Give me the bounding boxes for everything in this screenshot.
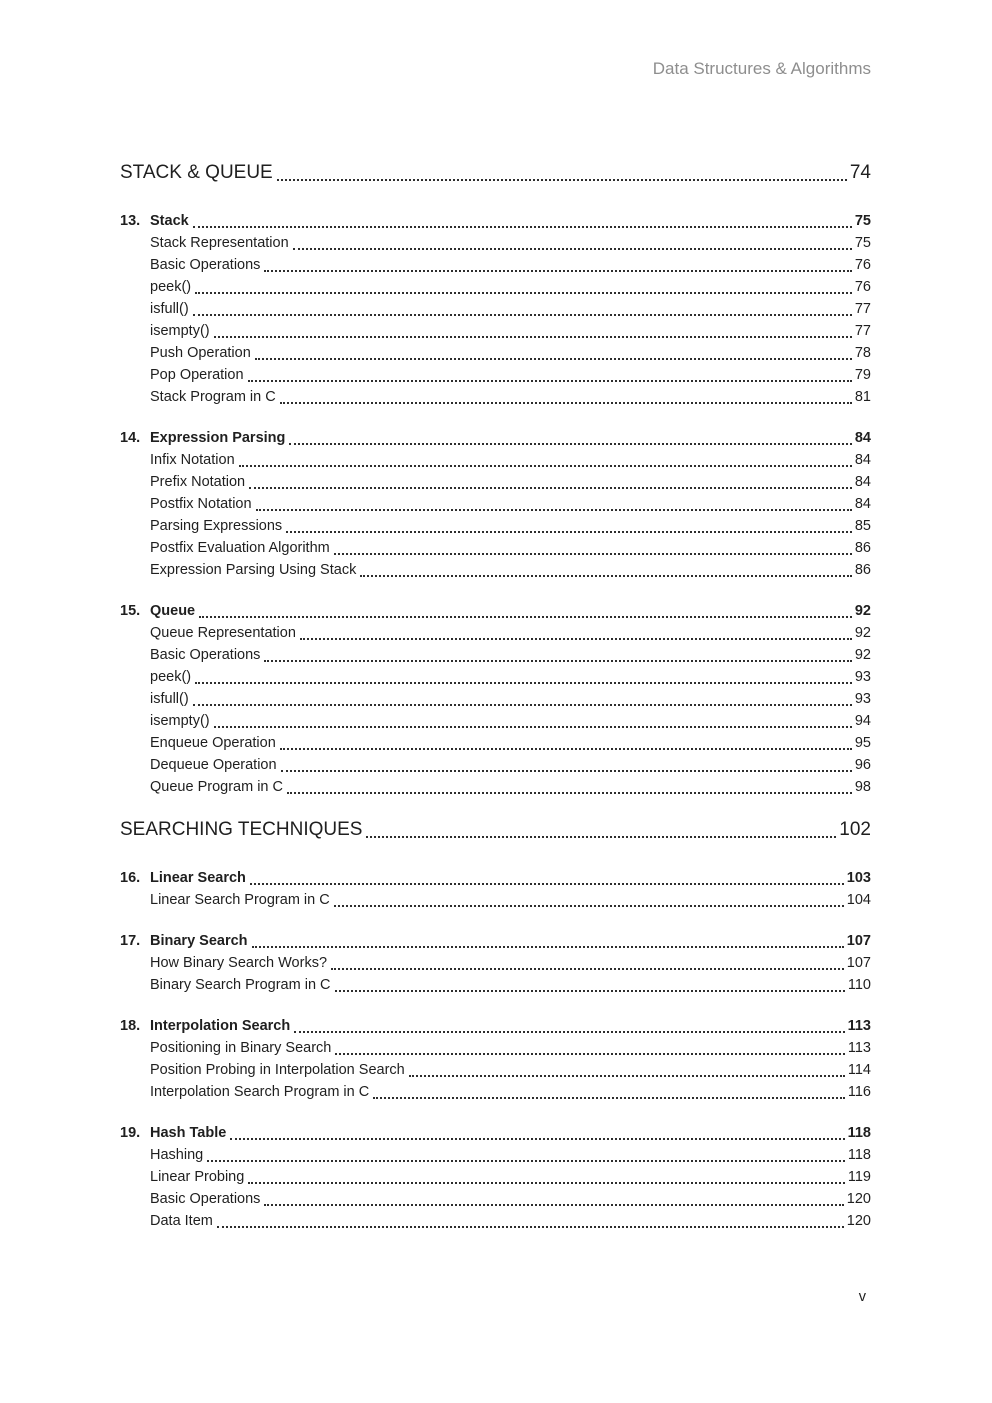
toc-entry-label: Parsing Expressions [150, 518, 283, 534]
toc-entry-page: 107 [846, 955, 871, 971]
dot-leader [334, 553, 852, 555]
toc-chapter-number: 13. [120, 213, 141, 229]
toc-chapter-title: Linear Search [150, 870, 246, 886]
toc-part-label: SEARCHING TECHNIQUES [120, 819, 363, 840]
dot-leader [264, 660, 851, 662]
dot-leader [281, 770, 852, 772]
toc-entry-label: Binary Search Program in C [150, 977, 331, 993]
dot-leader [217, 1226, 844, 1228]
toc-chapter-page: 118 [847, 1125, 871, 1141]
toc-entry [120, 559, 871, 581]
toc-entry-page: 95 [854, 735, 871, 751]
toc-entry-label: How Binary Search Works? [150, 955, 328, 971]
toc-chapter-block [120, 1015, 871, 1103]
toc-entry-page: 120 [846, 1213, 871, 1229]
toc-chapter-entry [120, 1122, 871, 1144]
toc-entry-label: Postfix Evaluation Algorithm [150, 540, 330, 556]
toc-entry-page: 86 [854, 540, 871, 556]
toc-chapter-page: 84 [854, 430, 871, 446]
dot-leader [331, 968, 844, 970]
toc-entry [120, 644, 871, 666]
dot-leader [264, 270, 851, 272]
toc-chapter-entry [120, 600, 871, 622]
dot-leader [286, 531, 852, 533]
dot-leader [277, 179, 847, 181]
dot-leader [193, 704, 852, 706]
toc-chapter-title: Stack [150, 213, 189, 229]
toc-entry-page: 120 [846, 1191, 871, 1207]
toc-chapter-block [120, 867, 871, 911]
toc-entry-page: 92 [854, 647, 871, 663]
toc-entry [120, 320, 871, 342]
dot-leader [360, 575, 852, 577]
dot-leader [366, 836, 836, 838]
toc-entry [120, 1059, 871, 1081]
toc-entry-page: 93 [854, 691, 871, 707]
toc-entry [120, 688, 871, 710]
toc-chapter-title: Binary Search [150, 933, 248, 949]
toc-entry-label: Interpolation Search Program in C [150, 1084, 370, 1100]
toc-entry-page: 76 [854, 279, 871, 295]
toc-entry [120, 1188, 871, 1210]
toc-chapter-title: Hash Table [150, 1125, 227, 1141]
toc-chapter-block [120, 930, 871, 996]
dot-leader [409, 1075, 845, 1077]
dot-leader [250, 883, 844, 885]
toc-chapter-block [120, 210, 871, 408]
toc-entry-page: 116 [847, 1084, 871, 1100]
toc-entry-page: 77 [854, 323, 871, 339]
toc-entry-page: 104 [846, 892, 871, 908]
toc-entry [120, 471, 871, 493]
dot-leader [214, 726, 852, 728]
toc-entry [120, 776, 871, 798]
toc-chapter-number: 19. [120, 1125, 141, 1141]
toc-entry-label: Infix Notation [150, 452, 235, 468]
toc-part-label: STACK & QUEUE [120, 162, 273, 183]
toc-entry-page: 113 [847, 1040, 871, 1056]
document-title: Data Structures & Algorithms [652, 59, 871, 78]
dot-leader [256, 509, 852, 511]
dot-leader [293, 248, 852, 250]
toc-chapter-page: 103 [846, 870, 871, 886]
dot-leader [300, 638, 852, 640]
toc-entry [120, 889, 871, 911]
toc-entry-page: 110 [847, 977, 871, 993]
toc-entry-label: Basic Operations [150, 647, 261, 663]
toc-entry-label: Position Probing in Interpolation Search [150, 1062, 405, 1078]
toc-chapter-page: 113 [847, 1018, 871, 1034]
toc-chapter-block [120, 427, 871, 581]
toc-entry-label: Push Operation [150, 345, 251, 361]
toc-entry [120, 622, 871, 644]
dot-leader [193, 314, 852, 316]
dot-leader [207, 1160, 845, 1162]
toc-chapter-number: 14. [120, 430, 141, 446]
toc-entry-label: Linear Probing [150, 1169, 245, 1185]
dot-leader [294, 1031, 844, 1033]
toc-chapter-entry [120, 1015, 871, 1037]
dot-leader [248, 1182, 845, 1184]
toc-entry-label: Stack Program in C [150, 389, 276, 405]
toc-entry-label: Positioning in Binary Search [150, 1040, 332, 1056]
toc-entry [120, 952, 871, 974]
dot-leader [289, 443, 851, 445]
toc-chapter-title: Queue [150, 603, 196, 619]
dot-leader [373, 1097, 845, 1099]
toc-entry-page: 84 [854, 496, 871, 512]
toc-chapter-entry [120, 867, 871, 889]
toc-entry [120, 1210, 871, 1232]
toc-entry [120, 974, 871, 996]
toc-chapter-block [120, 600, 871, 798]
toc-entry [120, 342, 871, 364]
toc-entry-page: 114 [847, 1062, 871, 1078]
dot-leader [195, 292, 852, 294]
toc-entry [120, 732, 871, 754]
toc-entry-page: 78 [854, 345, 871, 361]
toc-entry-label: Hashing [150, 1147, 204, 1163]
dot-leader [335, 1053, 845, 1055]
toc-entry [120, 276, 871, 298]
page-number: v [858, 1289, 866, 1305]
toc-entry [120, 364, 871, 386]
toc-entry [120, 298, 871, 320]
toc-entry-label: Data Item [150, 1213, 213, 1229]
toc-entry-page: 81 [854, 389, 871, 405]
toc-part-heading [120, 817, 871, 843]
toc-entry-page: 76 [854, 257, 871, 273]
toc-entry [120, 386, 871, 408]
toc-entry-label: Basic Operations [150, 1191, 261, 1207]
toc-entry-label: isfull() [150, 301, 189, 317]
toc-chapter-number: 15. [120, 603, 141, 619]
dot-leader [252, 946, 844, 948]
toc-entry-page: 84 [854, 452, 871, 468]
toc-entry-label: peek() [150, 279, 192, 295]
toc-entry-page: 86 [854, 562, 871, 578]
toc-entry-page: 118 [847, 1147, 871, 1163]
dot-leader [280, 402, 852, 404]
dot-leader [199, 616, 852, 618]
toc-part-heading [120, 160, 871, 186]
toc-entry-page: 77 [854, 301, 871, 317]
toc-entry-page: 94 [854, 713, 871, 729]
dot-leader [248, 380, 852, 382]
toc-entry [120, 710, 871, 732]
toc-entry [120, 537, 871, 559]
dot-leader [239, 465, 852, 467]
toc-entry [120, 1037, 871, 1059]
toc-entry [120, 1166, 871, 1188]
toc-entry-label: Basic Operations [150, 257, 261, 273]
toc-entry-label: Prefix Notation [150, 474, 246, 490]
toc-entry-label: Enqueue Operation [150, 735, 276, 751]
toc-entry [120, 1081, 871, 1103]
dot-leader [280, 748, 852, 750]
toc-entry [120, 493, 871, 515]
toc-chapter-title: Interpolation Search [150, 1018, 291, 1034]
toc-chapter-page: 75 [854, 213, 871, 229]
toc-chapter-number: 18. [120, 1018, 141, 1034]
toc-chapter-block [120, 1122, 871, 1232]
toc-entry-label: peek() [150, 669, 192, 685]
toc-entry [120, 754, 871, 776]
toc-entry-page: 75 [854, 235, 871, 251]
table-of-contents [120, 160, 871, 1232]
toc-entry-page: 92 [854, 625, 871, 641]
toc-entry-label: Pop Operation [150, 367, 244, 383]
toc-entry [120, 515, 871, 537]
toc-entry-label: isempty() [150, 713, 210, 729]
toc-entry-label: Postfix Notation [150, 496, 252, 512]
toc-entry-page: 84 [854, 474, 871, 490]
dot-leader [249, 487, 852, 489]
toc-chapter-number: 16. [120, 870, 141, 886]
toc-entry-page: 96 [854, 757, 871, 773]
toc-entry-label: Queue Program in C [150, 779, 283, 795]
toc-entry [120, 254, 871, 276]
toc-entry-label: Expression Parsing Using Stack [150, 562, 357, 578]
toc-entry [120, 1144, 871, 1166]
dot-leader [195, 682, 852, 684]
dot-leader [214, 336, 852, 338]
dot-leader [230, 1138, 844, 1140]
dot-leader [255, 358, 852, 360]
toc-entry [120, 232, 871, 254]
toc-chapter-entry [120, 427, 871, 449]
dot-leader [287, 792, 852, 794]
toc-chapter-entry [120, 930, 871, 952]
toc-chapter-title: Expression Parsing [150, 430, 286, 446]
dot-leader [335, 990, 845, 992]
toc-entry-label: isfull() [150, 691, 189, 707]
toc-entry-page: 98 [854, 779, 871, 795]
toc-entry-label: Linear Search Program in C [150, 892, 330, 908]
toc-entry-label: Dequeue Operation [150, 757, 277, 773]
toc-entry [120, 449, 871, 471]
toc-entry-label: Queue Representation [150, 625, 296, 641]
toc-entry-page: 79 [854, 367, 871, 383]
toc-chapter-number: 17. [120, 933, 141, 949]
toc-part-page: 74 [849, 162, 871, 183]
toc-entry-page: 85 [854, 518, 871, 534]
toc-chapter-page: 107 [846, 933, 871, 949]
dot-leader [264, 1204, 843, 1206]
toc-entry-page: 119 [847, 1169, 871, 1185]
toc-chapter-entry [120, 210, 871, 232]
toc-entry [120, 666, 871, 688]
toc-part-page: 102 [839, 819, 871, 840]
dot-leader [334, 905, 844, 907]
toc-entry-label: isempty() [150, 323, 210, 339]
dot-leader [193, 226, 852, 228]
toc-chapter-page: 92 [854, 603, 871, 619]
toc-entry-page: 93 [854, 669, 871, 685]
toc-entry-label: Stack Representation [150, 235, 289, 251]
